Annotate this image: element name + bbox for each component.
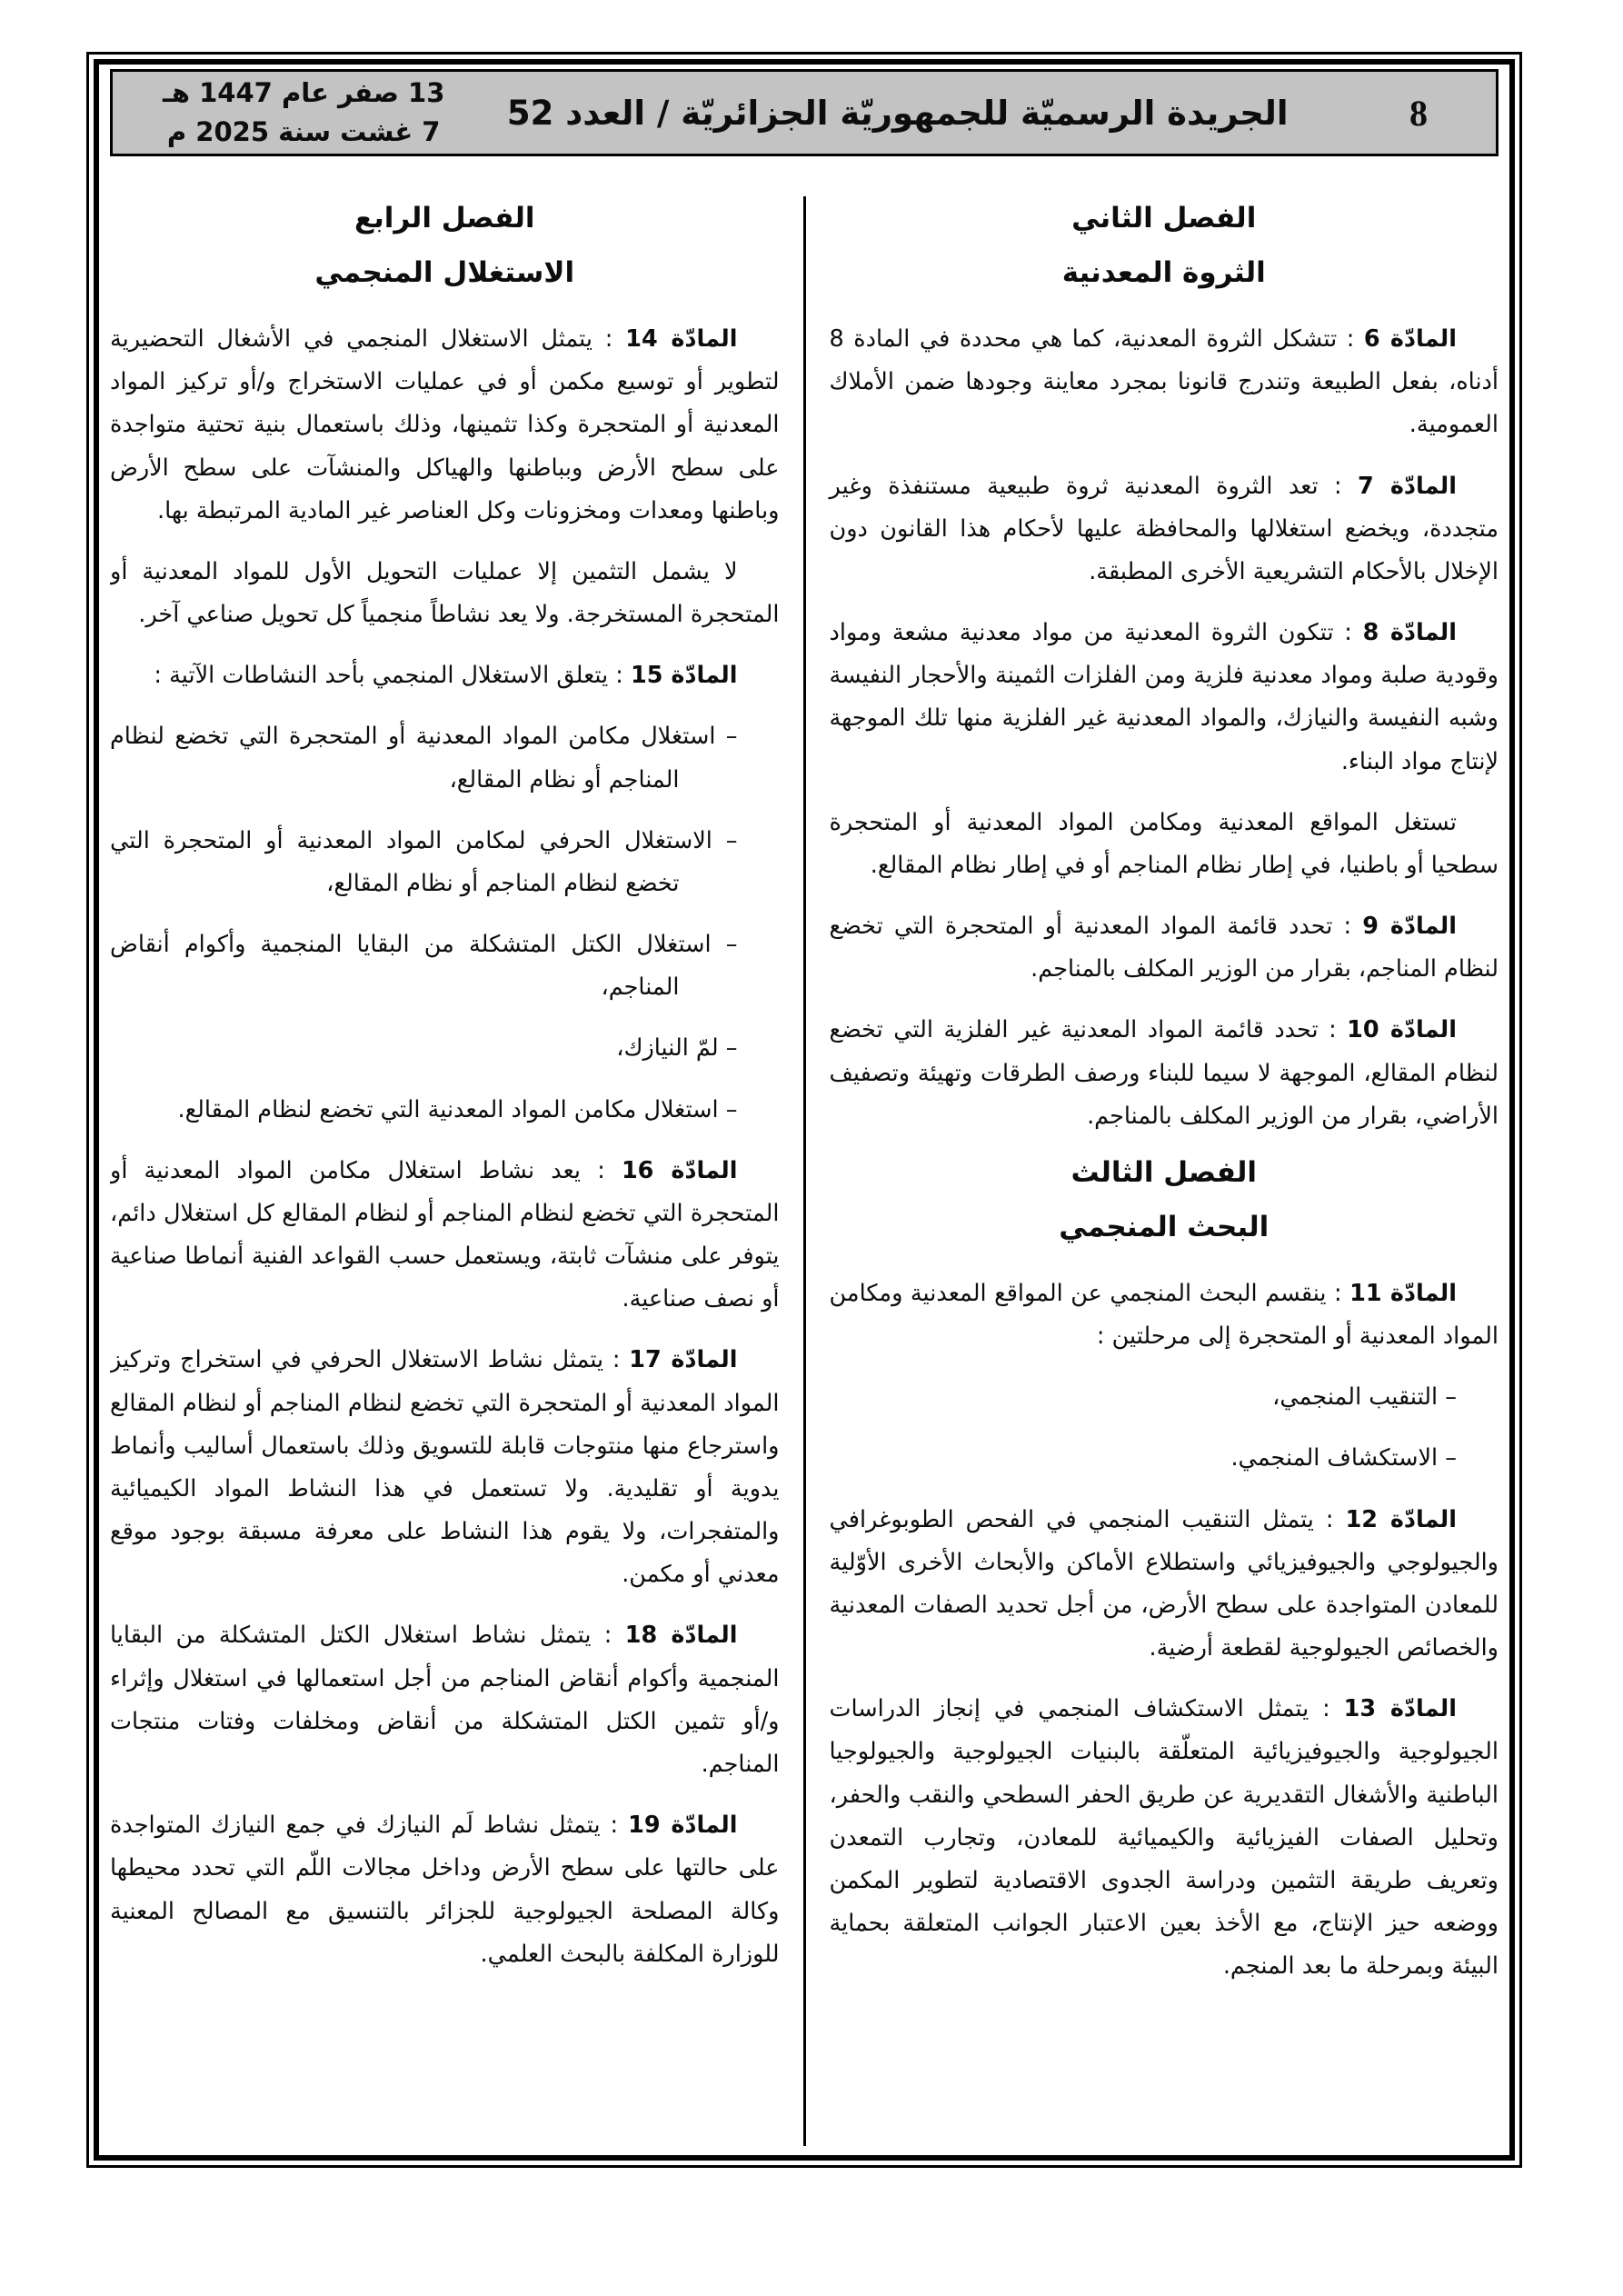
masthead-dates — [163, 74, 453, 153]
article-label: المادّة 14 — [625, 325, 738, 353]
article-6: المادّة 6 : تتشكل الثروة المعدنية، كما هي محددة في المادة 8 أدناه، بفعل الطبيعة وتندرج قانونا بمجرد معاينة وجودها ضمن الأملاك العمومية. — [829, 325, 1499, 439]
list-item: – الاستغلال الحرفي لمكامن المواد المعدنية أو المتحجرة التي تخضع لنظام المناجم أو نظام المقالع، — [110, 826, 738, 897]
article-label: المادّة 13 — [1343, 1695, 1457, 1723]
list-item: – استغلال مكامن المواد المعدنية أو المتحجرة التي تخضع لنظام المناجم أو نظام المقالع، — [110, 723, 738, 794]
chapter-heading: الفصل الثالث — [1070, 1155, 1258, 1189]
article-label: المادّة 18 — [624, 1622, 738, 1650]
article-label: المادّة 12 — [1345, 1505, 1457, 1533]
page-number: 8 — [1409, 92, 1428, 134]
column-left — [110, 196, 803, 2146]
list-item: – استغلال الكتل المتشكلة من البقايا المنجمية وأكوام أنقاض المناجم، — [110, 931, 738, 1002]
article-label: المادّة 10 — [1347, 1016, 1457, 1044]
page-frame-outer — [86, 52, 1522, 2168]
list-item: – لمّ النيازك، — [616, 1034, 738, 1063]
list-item: – التنقيب المنجمي، — [1272, 1383, 1457, 1412]
article-label: المادّة 15 — [630, 662, 738, 690]
section-heading: الثروة المعدنية — [1061, 256, 1266, 289]
article-label: المادّة 16 — [621, 1156, 738, 1184]
article-19: المادّة 19 : يتمثل نشاط لَم النيازك في جمع النيازك المتواجدة على حالتها على سطح الأرض وداخل مجالات اللّم التي تحدد محيطها وكالة المصلحة الجيولوجية للجزائر بالتنسيق مع المصالح المعنية للوزارة المكلفة بالبحث العلمي. — [110, 1812, 780, 1968]
chapter-heading: الفصل الرابع — [353, 202, 535, 235]
article-11: المادّة 11 : ينقسم البحث المنجمي عن المواقع المعدنية ومكامن المواد المعدنية أو المتحجرة إلى مرحلتين : — [829, 1279, 1499, 1351]
article-label: المادّة 7 — [1357, 472, 1457, 500]
article-13: المادّة 13 : يتمثل الاستكشاف المنجمي في إنجاز الدراسات الجيولوجية والجيوفيزيائية المتعلّقة بالبنيات الجيولوجية والجيولوجيا الباطنية والأشغال التقديرية عن طريق الحفر السطحي والنقب والحفر، وتحليل الصفات الفيزيائية والكيميائية للمعادن، وتجارب التمعدن وتعريف طريقة التثمين ودراسة الجدوى الاقتصادية لتطوير المكمن ووضعه حيز الإنتاج، مع الأخذ بعين الاعتبار الجوانب المتعلقة بحماية البيئة وبمرحلة ما بعد المنجم. — [829, 1695, 1499, 1981]
article-8: المادّة 8 : تتكون الثروة المعدنية من مواد معدنية مشعة ومواد وقودية صلبة ومواد معدنية فلزية ومن الفلزات الثمينة والأحجار النفيسة وشبه النفيسة والنيازك، والمواد المعدنية غير الفلزية منها تلك الموجهة لإنتاج مواد البناء. — [829, 619, 1499, 775]
masthead — [110, 69, 1499, 156]
date-gregorian: 7 غشت سنة 2025 م — [166, 116, 441, 147]
article-14: المادّة 14 : يتمثل الاستغلال المنجمي في الأشغال التحضيرية لتطوير أو توسيع مكمن أو في عمليات الاستخراج و/أو تركيز المواد المعدنية أو المتحجرة وكذا تثمينها، وذلك باستعمال بنية تحتية متواجدة على سطح الأرض وبباطنها والهياكل والمنشآت على سطح الأرض وباطنها ومعدات ومخزونات وكل العناصر غير المادية المرتبطة بها. — [110, 325, 780, 524]
article-label: المادّة 19 — [628, 1812, 738, 1840]
paragraph: تستغل المواقع المعدنية ومكامن المواد المعدنية أو المتحجرة سطحيا أو باطنيا، في إطار نظام المناجم أو في إطار نظام المقالع. — [829, 808, 1499, 879]
page-frame-inner — [94, 59, 1515, 2161]
section-heading: البحث المنجمي — [1059, 1210, 1270, 1243]
journal-title: الجريدة الرسميّة للجمهوريّة الجزائريّة / العدد 52 — [506, 93, 1289, 133]
article-7: المادّة 7 : تعد الثروة المعدنية ثروة طبيعية مستنفذة وغير متجددة، ويخضع استغلالها والمحافظة عليها لأحكام هذا القانون دون الإخلال بالأحكام التشريعية الأخرى المطبقة. — [829, 472, 1499, 585]
column-divider — [803, 196, 806, 2146]
column-right — [806, 196, 1499, 2146]
chapter-heading: الفصل الثاني — [1071, 202, 1257, 235]
article-15: المادّة 15 : يتعلق الاستغلال المنجمي بأحد النشاطات الآتية : — [154, 662, 738, 690]
article-17: المادّة 17 : يتمثل نشاط الاستغلال الحرفي في استخراج وتركيز المواد المعدنية أو المتحجرة التي تخضع لنظام المناجم أو لنظام المقالع واسترجاع منها منتوجات قابلة للتسويق وذلك باستعمال أساليب وأنماط يدوية أو تقليدية. ولا تستعمل في هذا النشاط المواد الكيميائية والمتفجرات، ولا يقوم هذا النشاط على معرفة مسبقة بوجود موقع معدني أو مكمن. — [110, 1346, 780, 1589]
article-16: المادّة 16 : يعد نشاط استغلال مكامن المواد المعدنية أو المتحجرة التي تخضع لنظام المناجم أو لنظام المقالع كل استغلال دائم، يتوفر على منشآت ثابتة، ويستعمل حسب القواعد الفنية أنماطا صناعية أو نصف صناعية. — [110, 1156, 780, 1313]
section-heading: الاستغلال المنجمي — [314, 256, 575, 289]
article-18: المادّة 18 : يتمثل نشاط استغلال الكتل المتشكلة من البقايا المنجمية وأكوام أنقاض المناجم من أجل استعمالها في استغلال وإثراء و/أو تثمين الكتل المتشكلة من أنقاض ومخلفات وفتات منتجات المناجم. — [110, 1622, 780, 1778]
date-hijri: 13 صفر عام 1447 هـ — [163, 76, 445, 108]
article-label: المادّة 11 — [1349, 1279, 1457, 1307]
list-item: – استغلال مكامن المواد المعدنية التي تخضع لنظام المقالع. — [177, 1095, 738, 1123]
article-12: المادّة 12 : يتمثل التنقيب المنجمي في الفحص الطوبوغرافي والجيولوجي والجيوفيزيائي واستطلاع الأماكن والأبحاث الأخرى الأوّلية للمعادن المتواجدة على سطح الأرض، من أجل تحديد الصفات المعدنية والخصائص الجيولوجية لقطعة أرضية. — [829, 1505, 1499, 1662]
article-label: المادّة 8 — [1362, 619, 1457, 647]
list-item: – الاستكشاف المنجمي. — [1230, 1444, 1457, 1472]
article-9: المادّة 9 : تحدد قائمة المواد المعدنية أو المتحجرة التي تخضع لنظام المناجم، بقرار من الوزير المكلف بالمناجم. — [829, 913, 1499, 983]
article-10: المادّة 10 : تحدد قائمة المواد المعدنية غير الفلزية التي تخضع لنظام المقالع، الموجهة لا سيما للبناء ورصف الطرقات وتهيئة وتصفيف الأراضي، بقرار من الوزير المكلف بالمناجم. — [829, 1016, 1499, 1130]
article-label: المادّة 6 — [1363, 325, 1457, 353]
paragraph: لا يشمل التثمين إلا عمليات التحويل الأول للمواد المعدنية أو المتحجرة المستخرجة. ولا يعد نشاطاً منجمياً كل تحويل صناعي آخر. — [110, 557, 780, 629]
article-label: المادّة 17 — [629, 1346, 738, 1374]
two-column-body — [110, 156, 1499, 2146]
article-label: المادّة 9 — [1362, 913, 1457, 941]
